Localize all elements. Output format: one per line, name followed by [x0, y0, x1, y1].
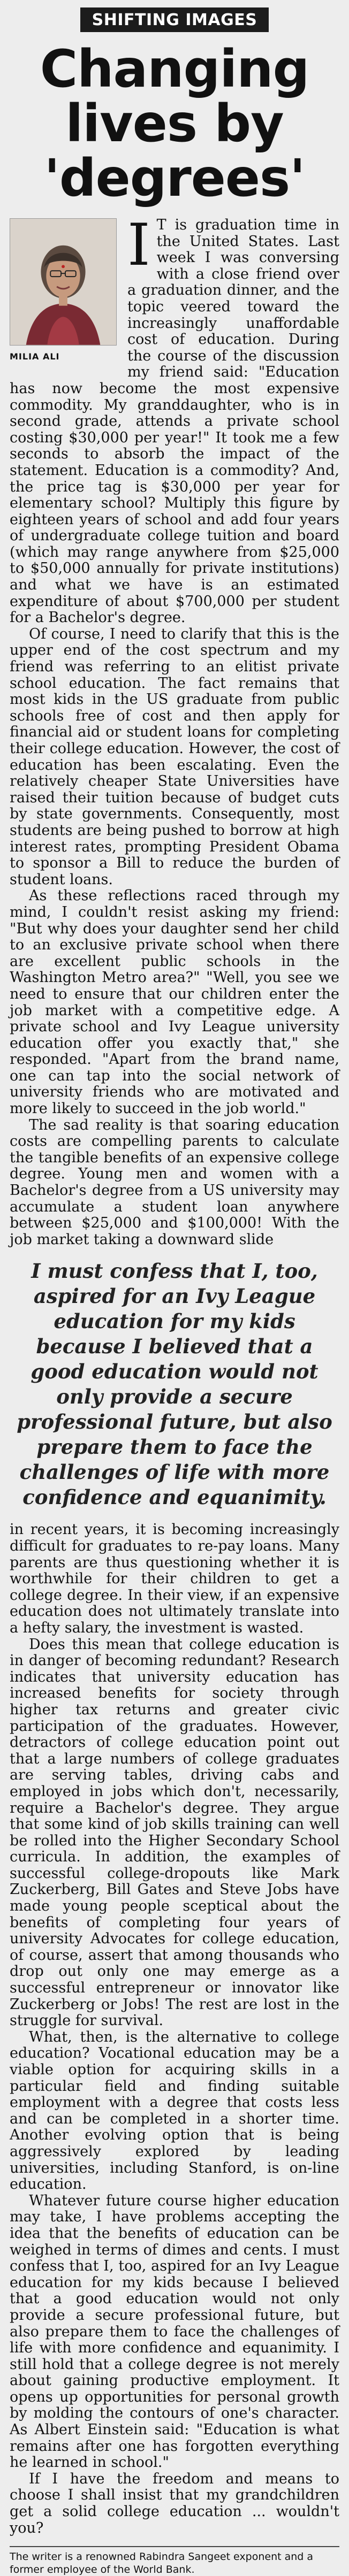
paragraph-9: If I have the freedom and means to choose I shall insist that my grandchildren get a solid college education ... wouldn't you?	[10, 2470, 339, 2536]
headline: Changing lives by 'degrees'	[40, 39, 309, 208]
paragraph-2: Of course, I need to clarify that this is the upper end of the cost spectrum and my friend was referring to an elitist private school education. The fact remains that most kids in the US graduate from public schools free of cost and then apply for financial aid or student loans for completing their college education. However, the cost of education has been escalating. Even the relatively cheaper State Universities have raised their tuition because of budget cuts by state governments. Consequently, most students are being pushed to borrow at high interest rates, prompting President Obama to sponsor a Bill to reduce the burden of student loans.	[10, 625, 339, 888]
paragraph-3: As these reflections raced through my mind, I couldn't resist asking my friend: "But why does your daughter send her child to an exclusive private school when there are excellent public schools in the Washington Metro area?" "Well, you see we need to ensure that our children enter the job market with a competitive edge. A private school and Ivy League university education offer you exactly that," she responded. "Apart from the brand name, one can tap into the social network of university friends who are motivated and more likely to succeed in the job world."	[10, 887, 339, 1117]
article-body	[10, 212, 339, 2536]
column-kicker: SHIFTING IMAGES	[80, 7, 269, 32]
author-photo	[10, 218, 117, 346]
paragraph-8: Whatever future course higher education may take, I have problems accepting the idea that the benefits of education can be weighed in terms of dimes and cents. I must confess that I, too, aspired for an Ivy League education for my kids because I believed that a good education would not only provide a secure professional future, but also prepare them to face the challenges of life with more confidence and equanimity. I still hold that a college degree is not merely about gaining productive employment. It opens up opportunities for personal growth by molding the contours of one's character. As Albert Einstein said: "Education is what remains after one has forgotten everything he learned in school."	[10, 2192, 339, 2471]
pull-quote: I must confess that I, too, aspired for an Ivy League education for my kids because I believed that a good education would not only provide a secure professional future, but also prepare them to face the challenges of life with more confidence and equanimity.	[17, 1259, 332, 1509]
paragraph-6: Does this mean that college education is in danger of becoming redundant? Research indicates that university education has increased benefits for society through higher tax returns and greater civic participation of the graduates. However, detractors of college education point out that a large numbers of college graduates are serving tables, driving cabs and employed in jobs which don't, necessarily, require a Bachelor's degree. They argue that some kind of job skills training can well be rolled into the Higher Secondary School curricula. In addition, the examples of successful college-dropouts like Mark Zuckerberg, Bill Gates and Steve Jobs have made young people sceptical about the benefits of completing four years of university Advocates for college education, of course, assert that among thousands who drop out only one may emerge as a successful entrepreneur or innovator like Zuckerberg or Jobs! The rest are lost in the struggle for survival.	[10, 1636, 339, 2029]
paragraph-5: in recent years, it is becoming increasingly difficult for graduates to re-pay loans. Many parents are thus questioning whether it is worthwhile for their children to get a college degree. In their view, if an expensive education does not ultimately translate into a hefty salary, the investment is wasted.	[10, 1521, 339, 1636]
paragraph-1-text: T is graduation time in the United States. Last week I was conversing with a close friend over a graduation dinner, and the topic veered toward the increasingly unaffordable cost of education. During the course of the discussion my friend said: "Education has now become the most expensive commodity. My granddaughter, who is in second grade, attends a private school costing $30,000 per year!" It took me a few seconds to absorb the impact of the statement. Education is a commodity? And, the price tag is $30,000 per year for elementary school? Multiply this figure by eighteen years of school and add four years of undergraduate college tuition and board (which may range anywhere from $25,000 to $50,000 annually for private institutions) and what we have is an estimated expenditure of about $700,000 per student for a Bachelor's degree.	[10, 217, 339, 626]
paragraph-4: The sad reality is that soaring education costs are compelling parents to calculate the tangible benefits of an expensive college degree. Young men and women with a Bachelor's degree from a US university may accumulate a student loan anywhere between $25,000 and $100,000! With the job market taking a downward slide	[10, 1116, 339, 1248]
drop-cap: I	[127, 212, 150, 279]
footer-divider	[10, 2546, 339, 2547]
author-photo-box	[10, 218, 117, 365]
paragraph-7: What, then, is the alternative to college education? Vocational education may be a viable option for acquiring skills in a particular field and finding suitable employment with a degree that costs less and can be completed in a shorter time. Another evolving option that is being aggressively explored by leading universities, including Stanford, is on-line education.	[10, 2028, 339, 2193]
author-caption: MILIA ALI	[10, 351, 60, 362]
author-bio-note: The writer is a renowned Rabindra Sangeet exponent and a former employee of the World Bank.	[10, 2551, 314, 2576]
kicker-wrap	[10, 0, 339, 32]
